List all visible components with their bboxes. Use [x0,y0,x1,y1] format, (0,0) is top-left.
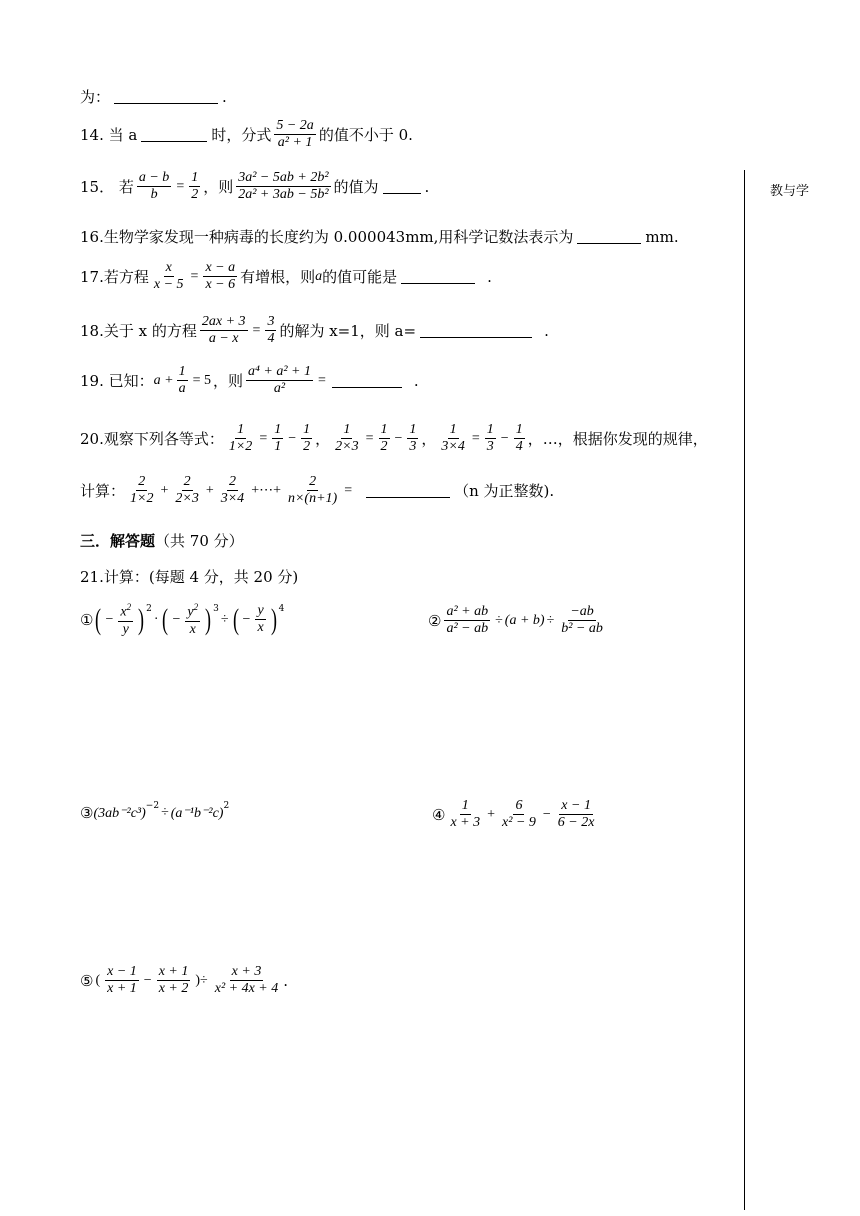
fraction: $\frac{1}{3}$ [409,422,417,455]
fraction: $\frac{1}{2}$ [303,422,311,455]
q13-tail: 为： . [80,87,227,106]
side-label: 教与学 [770,184,810,199]
fraction: $\frac{x - 1}{x + 1}$ [107,964,137,997]
fraction: $\frac{x - a}{x - 6}$ [205,260,236,293]
question-14: 14. 当 a 时，分式 $\frac{5 - 2a}{\text{a² + 1}}$ 的值不小于 0. [80,118,413,151]
fraction: $\frac{1}{a}$ [178,364,186,397]
fraction: $\frac{y^2}{x}$ [187,602,199,637]
fraction: $\frac{1}{1}$ [274,422,282,455]
answer-blank[interactable] [114,89,218,104]
answer-blank[interactable] [420,323,532,338]
fraction: $\frac{\text{a² + ab}}{\text{a² − ab}}$ [446,604,489,637]
question-20: 20.观察下列各等式： $\frac{1}{1\times 2}$ = $\frac{1}{1}$ − $\frac{1}{2}$ ， $\frac{1}{2\times 3}$ = $\frac{1}{2}$ − $\frac{1}{3}$ ， $\frac{1}{3\times 4}$ = $\frac{1}{3}$ − $\frac{1}{4}$ ，…，根据你发现的规律， [80,422,708,455]
question-18: 18.关于 x 的方程 $\frac{2ax + 3}{a - x}$ = $\frac{3}{4}$ 的解为 x=1，则 a= . [80,314,549,347]
question-20-calc: 计算： $\frac{2}{1\times 2}$ + $\frac{2}{2\times 3}$ + $\frac{2}{3\times 4}$ +⋯+ $\frac{2}{n\times(n+1)}$ = （n 为正整数). [80,474,555,507]
fraction: $\frac{2}{3\times 4}$ [220,474,245,507]
answer-blank[interactable] [577,229,641,244]
question-21: 21.计算：(每题 4 分，共 20 分) [80,568,299,586]
question-15: 15． 若 $\frac{a - b}{b}$ = $\frac{1}{2}$ ，则 $\frac{\text{3a² − 5ab + 2b²}}{\text{2a² + 3ab − 5b²}}$ 的值为 . [80,170,430,203]
section-3-header: 三．解答题 （共 70 分） [80,532,244,550]
fraction: $\frac{x + 1}{x + 2}$ [158,964,189,997]
question-16: 16.生物学家发现一种病毒的长度约为 0.000043mm,用科学记数法表示为 mm. [80,227,679,246]
problem-2: ② $\frac{\text{a² + ab}}{\text{a² − ab}}$ ÷ (a + b) ÷ $\frac{-ab}{\text{b² − ab}}$ [428,604,603,637]
answer-blank[interactable] [383,179,421,194]
problem-4: ④ $\frac{1}{x + 3}$ + $\frac{6}{\text{x² − 9}}$ − $\frac{x - 1}{6 - 2x}$ [432,798,595,831]
fraction: $\frac{5 - 2a}{\text{a² + 1}}$ [276,118,314,151]
fraction: $\frac{x}{x - 5}$ [153,260,184,293]
fraction: $\frac{1}{3}$ [486,422,494,455]
problem-3: ③ (3ab⁻²c³) $^{-2}$ ÷ (a⁻¹b⁻²c) $^2$ [80,801,230,822]
fraction: $\frac{1}{2\times 3}$ [335,422,359,455]
fraction: $\frac{2}{n\times(n+1)}$ [287,474,338,507]
problem-1: ① ( − $\frac{x^2}{y}$ ) $^2$ · ( − $\frac{y^2}{x}$ ) $^3$ ÷ ( − $\frac{y}{x}$ ) $^4$ [80,602,285,637]
fraction: $\frac{1}{2}$ [380,422,388,455]
fraction: $\frac{x - 1}{6 - 2x}$ [557,798,595,831]
fraction: $\frac{2}{2\times 3}$ [175,474,199,507]
answer-blank[interactable] [401,269,475,284]
fraction: $\frac{\text{3a² − 5ab + 2b²}}{\text{2a² + 3ab − 5b²}}$ [238,170,329,203]
fraction: $\frac{x^2}{y}$ [120,602,132,637]
fraction: $\frac{\text{a⁴ + a² + 1}}{\text{a²}}$ [248,364,311,397]
fraction: $\frac{a - b}{b}$ [138,170,170,203]
fraction: $\frac{1}{4}$ [515,422,523,455]
problem-5: ⑤ ( $\frac{x - 1}{x + 1}$ − $\frac{x + 1}{x + 2}$ )÷ $\frac{x + 3}{\text{x² + 4x + 4}}$ . [80,964,289,997]
fraction: $\frac{6}{\text{x² − 9}}$ [502,798,536,831]
fraction: $\frac{1}{1\times 2}$ [228,422,253,455]
fraction: $\frac{-ab}{\text{b² − ab}}$ [561,604,603,637]
answer-blank[interactable] [332,373,402,388]
fraction: $\frac{2}{1\times 2}$ [130,474,154,507]
question-19: 19. 已知： a + $\frac{1}{a}$ = 5 ，则 $\frac{\text{a⁴ + a² + 1}}{\text{a²}}$ = . [80,364,419,397]
answer-blank[interactable] [141,127,207,142]
fraction: $\frac{1}{3\times 4}$ [441,422,465,455]
fraction: $\frac{3}{4}$ [267,314,275,347]
margin-divider [744,170,745,1210]
fraction: $\frac{1}{x + 3}$ [450,798,481,831]
fraction: $\frac{x + 3}{\text{x² + 4x + 4}}$ [214,964,279,997]
fraction: $\frac{1}{2}$ [191,170,199,203]
fraction: $\frac{2ax + 3}{a - x}$ [201,314,246,347]
fraction: $\frac{y}{x}$ [257,603,264,636]
answer-blank[interactable] [366,483,450,498]
question-17: 17.若方程 $\frac{x}{x - 5}$ = $\frac{x - a}{x - 6}$ 有增根，则 a 的值可能是 . [80,260,492,293]
